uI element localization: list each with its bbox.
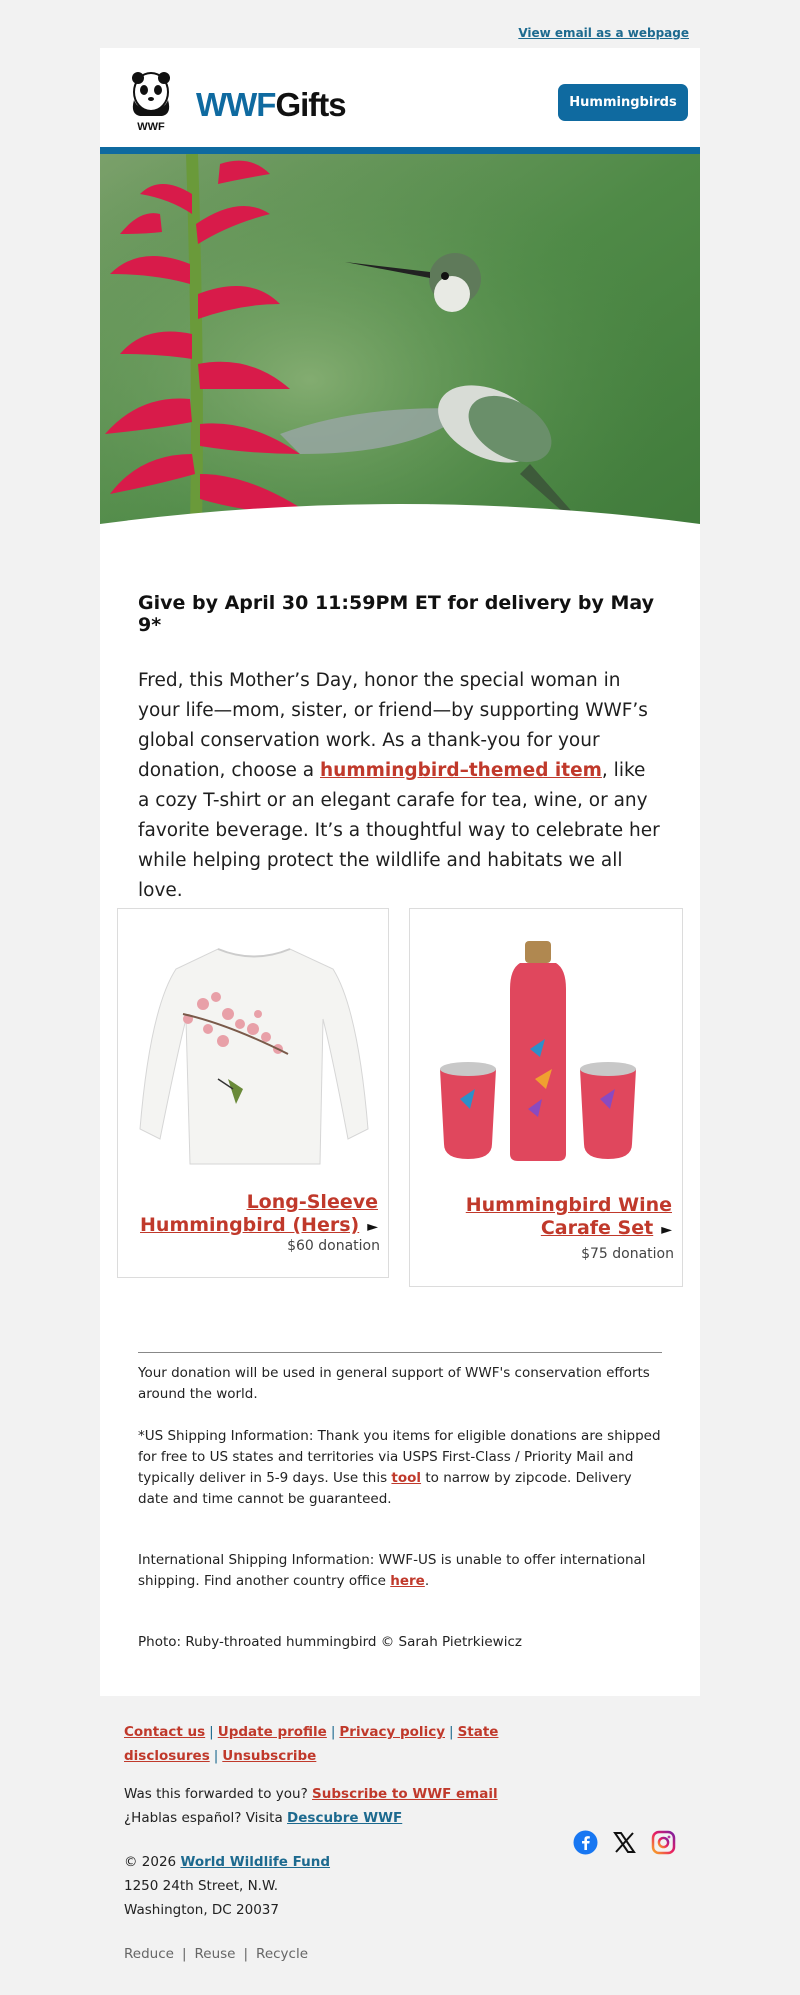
- fine-print: [138, 1352, 662, 1674]
- intl-shipping-note: [138, 1550, 662, 1592]
- hummingbird-items-link[interactable]: hummingbird–themed item: [319, 760, 602, 781]
- shirt-image[interactable]: [128, 929, 380, 1169]
- shirt-donation: $60 donation: [287, 1238, 380, 1254]
- shirt-title-link[interactable]: Long-Sleeve Hummingbird (Hers): [140, 1191, 378, 1236]
- copyright-text: © 2026: [124, 1854, 181, 1870]
- forwarded-line: [124, 1782, 676, 1806]
- us-shipping-text-1: *US Shipping Information: Thank you items for eligible donations are shipped for free to US states and territories via USPS First-Class / Priority Mail and typically deliver in 5-9 days. Use this: [138, 1428, 661, 1486]
- email-body: [100, 48, 700, 1696]
- reuse-label: Reuse: [194, 1946, 236, 1962]
- unsubscribe-link[interactable]: Unsubscribe: [222, 1748, 317, 1764]
- address-line-1: 1250 24th Street, N.W.: [124, 1878, 279, 1894]
- intl-shipping-text-1: International Shipping Information: WWF-US is unable to offer international shipping. Find another country office: [138, 1552, 646, 1589]
- support-note: Your donation will be used in general support of WWF's conservation efforts around the world.: [138, 1365, 650, 1402]
- footer-separator: |: [213, 1748, 219, 1764]
- panda-logo-label: WWF: [137, 121, 165, 132]
- contact-us-link[interactable]: Contact us: [124, 1724, 206, 1740]
- zipcode-tool-link[interactable]: tool: [391, 1470, 422, 1486]
- intro-text-1: Fred, this Mother’s Day, honor the special woman in your life—mom, sister, or friend—by supporting WWF’s global conservation work. As a thank-you for your donation, choose a: [138, 670, 648, 781]
- spanish-line: [124, 1806, 676, 1830]
- intro-paragraph: [138, 666, 662, 906]
- rrr-separator: |: [181, 1946, 187, 1962]
- product-card-shirt[interactable]: [117, 908, 389, 1278]
- wwf-home-link[interactable]: World Wildlife Fund: [180, 1854, 331, 1870]
- intro-text-2: , like a cozy T-shirt or an elegant carafe for tea, wine, or any favorite beverage. It’s a thoughtful way to celebrate her while helping protect the wildlife and habitats we all love.: [138, 760, 660, 901]
- carafe-image[interactable]: [420, 929, 674, 1169]
- footer-separator: |: [449, 1724, 454, 1740]
- address-line-2: Washington, DC 20037: [124, 1902, 279, 1918]
- shirt-arrow-icon[interactable]: ►: [367, 1219, 378, 1235]
- social-icons: [573, 1830, 676, 1855]
- instagram-icon[interactable]: [651, 1830, 676, 1855]
- us-shipping-note: [138, 1426, 662, 1510]
- reduce-reuse-recycle: [124, 1942, 676, 1966]
- shirt-title: [126, 1191, 378, 1239]
- wordmark-wwf: WWF: [196, 86, 276, 123]
- forwarded-text: Was this forwarded to you?: [124, 1786, 313, 1802]
- state-disclosures-link[interactable]: State disclosures: [124, 1724, 499, 1764]
- view-online-bar: [518, 26, 689, 40]
- recycle-label: Recycle: [256, 1946, 309, 1962]
- footer-links: [124, 1720, 676, 1768]
- carafe-title: [418, 1194, 672, 1242]
- footer-separator: |: [330, 1724, 336, 1740]
- footer-separator: |: [209, 1724, 214, 1740]
- rrr-separator: |: [243, 1946, 249, 1962]
- update-profile-link[interactable]: Update profile: [217, 1724, 327, 1740]
- email-header: [100, 48, 700, 154]
- view-online-link[interactable]: View email as a webpage: [518, 26, 689, 40]
- intl-shipping-text-2: .: [424, 1573, 430, 1589]
- carafe-donation: $75 donation: [581, 1246, 674, 1262]
- photo-credit: Photo: Ruby-throated hummingbird © Sarah Pietrkiewicz: [138, 1634, 522, 1650]
- reduce-label: Reduce: [124, 1946, 174, 1962]
- carafe-title-link[interactable]: Hummingbird Wine Carafe Set: [465, 1194, 672, 1239]
- email-footer: [124, 1720, 676, 1966]
- hero-image[interactable]: [100, 154, 700, 565]
- privacy-policy-link[interactable]: Privacy policy: [339, 1724, 445, 1740]
- subscribe-link[interactable]: Subscribe to WWF email: [312, 1786, 498, 1802]
- spanish-text: ¿Hablas español? Visita: [124, 1810, 288, 1826]
- wwf-panda-logo[interactable]: [128, 70, 174, 132]
- us-shipping-text-2: to narrow by zipcode. Delivery date and time cannot be guaranteed.: [138, 1470, 632, 1507]
- facebook-icon[interactable]: [573, 1830, 598, 1855]
- hummingbirds-button[interactable]: Hummingbirds: [558, 84, 688, 121]
- wwfgifts-wordmark[interactable]: [196, 86, 346, 124]
- delivery-headline: Give by April 30 11:59PM ET for delivery by May 9*: [138, 592, 655, 636]
- carafe-arrow-icon[interactable]: ►: [661, 1222, 672, 1238]
- content-section: [100, 592, 700, 906]
- x-icon[interactable]: [612, 1830, 637, 1855]
- wordmark-gifts: Gifts: [275, 86, 346, 123]
- descubre-wwf-link[interactable]: Descubre WWF: [287, 1810, 403, 1826]
- product-grid: [117, 908, 683, 1288]
- product-card-carafe[interactable]: [409, 908, 683, 1287]
- country-office-link[interactable]: here: [390, 1573, 425, 1589]
